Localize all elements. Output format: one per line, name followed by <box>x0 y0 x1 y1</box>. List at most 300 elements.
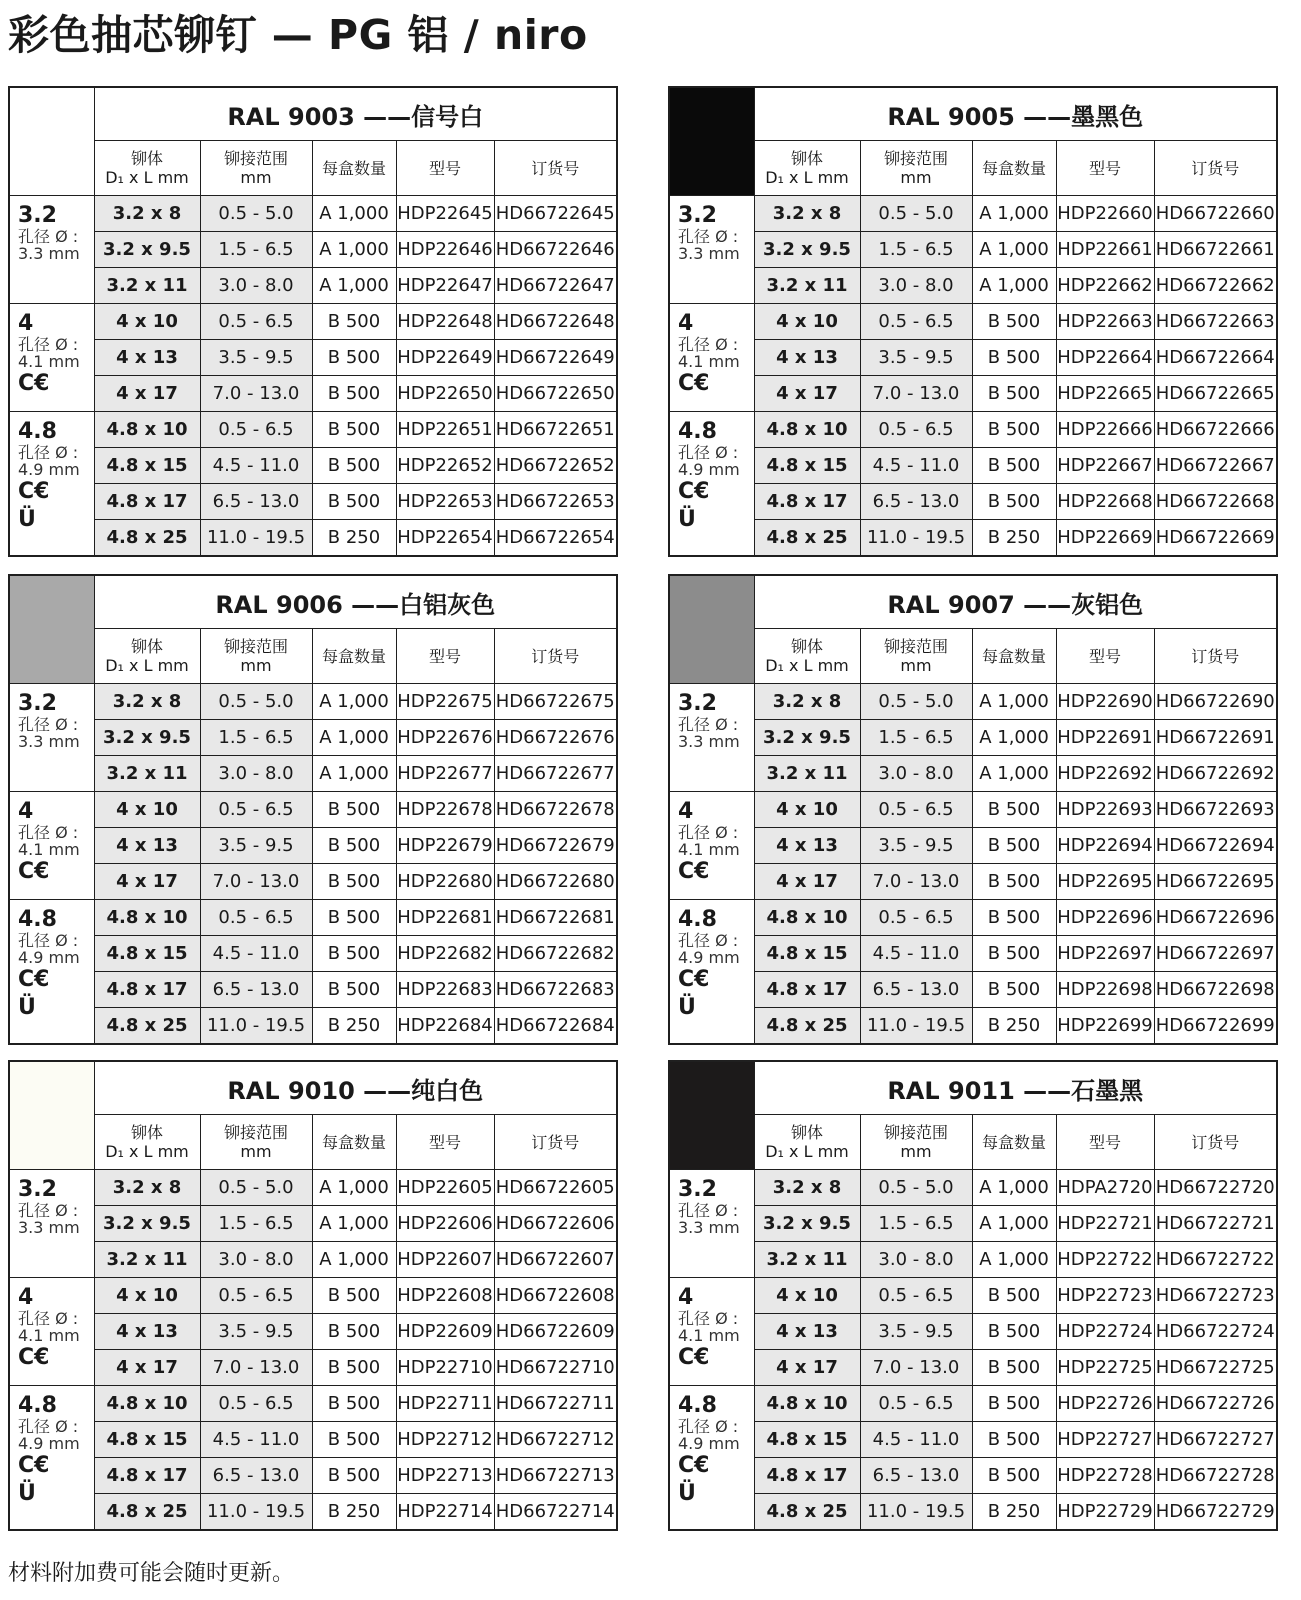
header-body <box>94 141 200 196</box>
cell-qty: B 500 <box>312 900 396 936</box>
cell-type: HDP22649 <box>396 340 494 376</box>
cell-range: 11.0 - 19.5 <box>200 520 312 557</box>
cell-order: HD66722669 <box>1154 520 1277 557</box>
diameter-label: 3.2 <box>678 203 717 228</box>
cell-qty: A 1,000 <box>972 1242 1056 1278</box>
cell-range: 0.5 - 6.5 <box>200 792 312 828</box>
cell-order: HD66722661 <box>1154 232 1277 268</box>
cell-order: HD66722693 <box>1154 792 1277 828</box>
diameter-label: 4.8 <box>678 419 717 444</box>
certification-mark: Ü <box>18 507 36 532</box>
cell-size: 4.8 x 15 <box>94 448 200 484</box>
cell-qty: A 1,000 <box>312 684 396 720</box>
cell-range: 0.5 - 6.5 <box>860 412 972 448</box>
cell-type: HDP22690 <box>1056 684 1154 720</box>
header-line: D₁ x L mm <box>105 168 189 187</box>
cell-size: 4 x 13 <box>754 340 860 376</box>
rivet-table <box>668 574 1278 1045</box>
certification-mark: Ü <box>678 995 696 1020</box>
cell-qty: B 500 <box>972 828 1056 864</box>
header-order: 订货号 <box>1154 629 1277 684</box>
cell-order: HD66722710 <box>494 1350 617 1386</box>
cell-range: 3.0 - 8.0 <box>860 1242 972 1278</box>
cell-order: HD66722649 <box>494 340 617 376</box>
cell-range: 0.5 - 6.5 <box>200 1386 312 1422</box>
header-line: mm <box>240 168 272 187</box>
cell-type: HDP22725 <box>1056 1350 1154 1386</box>
cell-qty: B 250 <box>972 1008 1056 1045</box>
cell-type: HDP22668 <box>1056 484 1154 520</box>
header-line: 铆接范围 <box>223 149 288 168</box>
table-row <box>669 1458 1277 1494</box>
cell-range: 11.0 - 19.5 <box>860 1494 972 1531</box>
diameter-label: 4 <box>678 799 694 824</box>
table-row <box>9 972 617 1008</box>
cell-size: 4 x 17 <box>754 376 860 412</box>
column-header-row <box>9 629 617 684</box>
cell-range: 0.5 - 6.5 <box>860 792 972 828</box>
cell-qty: B 500 <box>312 412 396 448</box>
hole-diameter: 孔径 Ø : <box>678 823 739 842</box>
cell-range: 0.5 - 6.5 <box>200 412 312 448</box>
cell-range: 3.0 - 8.0 <box>200 268 312 304</box>
table-row <box>9 304 617 340</box>
cell-qty: A 1,000 <box>312 1206 396 1242</box>
cell-type: HDP22679 <box>396 828 494 864</box>
table-row <box>9 448 617 484</box>
diameter-label: 4 <box>678 311 694 336</box>
cell-order: HD66722698 <box>1154 972 1277 1008</box>
header-type: 型号 <box>1056 1115 1154 1170</box>
cell-range: 11.0 - 19.5 <box>200 1008 312 1045</box>
cell-qty: B 500 <box>312 1278 396 1314</box>
cell-type: HDP22724 <box>1056 1314 1154 1350</box>
cell-order: HD66722724 <box>1154 1314 1277 1350</box>
header-range <box>200 141 312 196</box>
certification-mark: C€ <box>18 479 50 504</box>
cell-size: 3.2 x 9.5 <box>94 232 200 268</box>
cell-qty: A 1,000 <box>972 196 1056 232</box>
diameter-label: 4.8 <box>18 1393 57 1418</box>
cell-type: HDP22646 <box>396 232 494 268</box>
table-row <box>669 412 1277 448</box>
cell-type: HDP22606 <box>396 1206 494 1242</box>
cell-order: HD66722648 <box>494 304 617 340</box>
cell-qty: A 1,000 <box>972 1206 1056 1242</box>
panel-title-row <box>9 1061 617 1115</box>
cell-qty: A 1,000 <box>972 720 1056 756</box>
certification-mark: C€ <box>18 967 50 992</box>
cell-type: HDP22678 <box>396 792 494 828</box>
cell-range: 4.5 - 11.0 <box>200 936 312 972</box>
cell-range: 1.5 - 6.5 <box>860 1206 972 1242</box>
diameter-label: 3.2 <box>18 691 57 716</box>
cell-type: HDP22645 <box>396 196 494 232</box>
cell-size: 4 x 10 <box>94 304 200 340</box>
header-range <box>860 1115 972 1170</box>
cell-qty: B 500 <box>972 1386 1056 1422</box>
cell-range: 0.5 - 6.5 <box>860 900 972 936</box>
cell-range: 4.5 - 11.0 <box>860 1422 972 1458</box>
cell-range: 1.5 - 6.5 <box>860 720 972 756</box>
cell-range: 4.5 - 11.0 <box>860 448 972 484</box>
cell-size: 3.2 x 8 <box>754 684 860 720</box>
diameter-group <box>9 1278 94 1386</box>
cell-type: HDP22721 <box>1056 1206 1154 1242</box>
diameter-group <box>669 792 754 900</box>
cell-type: HDP22699 <box>1056 1008 1154 1045</box>
cell-type: HDP22677 <box>396 756 494 792</box>
hole-diameter: 孔径 Ø : <box>678 1201 739 1220</box>
table-row <box>9 720 617 756</box>
color-swatch <box>669 1061 754 1170</box>
cell-type: HDP22661 <box>1056 232 1154 268</box>
cell-order: HD66722664 <box>1154 340 1277 376</box>
header-body <box>754 1115 860 1170</box>
cell-size: 4 x 13 <box>94 1314 200 1350</box>
cell-range: 4.5 - 11.0 <box>200 1422 312 1458</box>
rivet-table <box>8 86 618 557</box>
rivet-panel <box>668 86 1276 548</box>
hole-diameter: 孔径 Ø : <box>678 443 739 462</box>
cell-type: HDP22723 <box>1056 1278 1154 1314</box>
table-row <box>669 864 1277 900</box>
color-swatch <box>9 87 94 196</box>
header-range <box>860 141 972 196</box>
cell-size: 4.8 x 17 <box>94 484 200 520</box>
cell-order: HD66722692 <box>1154 756 1277 792</box>
cell-qty: B 500 <box>972 412 1056 448</box>
cell-order: HD66722653 <box>494 484 617 520</box>
table-row <box>9 484 617 520</box>
cell-type: HDP22693 <box>1056 792 1154 828</box>
cell-qty: B 500 <box>972 972 1056 1008</box>
hole-diameter: 4.9 mm <box>18 948 80 967</box>
cell-size: 3.2 x 9.5 <box>94 1206 200 1242</box>
header-line: mm <box>240 1142 272 1161</box>
certification-mark: C€ <box>18 859 50 884</box>
header-body <box>94 629 200 684</box>
cell-size: 4.8 x 15 <box>94 936 200 972</box>
hole-diameter: 4.1 mm <box>18 1326 80 1345</box>
cell-range: 7.0 - 13.0 <box>860 376 972 412</box>
cell-type: HDPA2720 <box>1056 1170 1154 1206</box>
cell-type: HDP22608 <box>396 1278 494 1314</box>
cell-size: 4.8 x 25 <box>94 520 200 557</box>
hole-diameter: 孔径 Ø : <box>18 1309 79 1328</box>
cell-type: HDP22654 <box>396 520 494 557</box>
cell-size: 4.8 x 15 <box>754 448 860 484</box>
cell-type: HDP22711 <box>396 1386 494 1422</box>
cell-range: 0.5 - 6.5 <box>200 900 312 936</box>
cell-range: 6.5 - 13.0 <box>860 1458 972 1494</box>
cell-order: HD66722683 <box>494 972 617 1008</box>
header-line: D₁ x L mm <box>765 1142 849 1161</box>
cell-range: 6.5 - 13.0 <box>200 972 312 1008</box>
diameter-group <box>9 1170 94 1278</box>
header-range <box>200 1115 312 1170</box>
cell-range: 11.0 - 19.5 <box>860 1008 972 1045</box>
cell-size: 4 x 10 <box>754 792 860 828</box>
column-header-row <box>669 1115 1277 1170</box>
cell-order: HD66722663 <box>1154 304 1277 340</box>
cell-size: 3.2 x 11 <box>754 756 860 792</box>
cell-size: 4.8 x 17 <box>94 1458 200 1494</box>
cell-order: HD66722694 <box>1154 828 1277 864</box>
header-qty: 每盒数量 <box>312 141 396 196</box>
table-row <box>669 756 1277 792</box>
cell-range: 1.5 - 6.5 <box>200 1206 312 1242</box>
cell-size: 4.8 x 10 <box>754 1386 860 1422</box>
cell-range: 3.0 - 8.0 <box>860 268 972 304</box>
diameter-group <box>669 900 754 1045</box>
cell-qty: A 1,000 <box>972 268 1056 304</box>
hole-diameter: 3.3 mm <box>18 244 80 263</box>
table-row <box>9 1350 617 1386</box>
cell-type: HDP22713 <box>396 1458 494 1494</box>
rivet-panel <box>8 1060 616 1522</box>
cell-size: 3.2 x 9.5 <box>754 720 860 756</box>
cell-size: 4 x 17 <box>754 1350 860 1386</box>
diameter-label: 4.8 <box>678 907 717 932</box>
cell-qty: B 500 <box>972 448 1056 484</box>
table-row <box>9 1170 617 1206</box>
column-header-row <box>669 141 1277 196</box>
header-qty: 每盒数量 <box>972 629 1056 684</box>
cell-order: HD66722645 <box>494 196 617 232</box>
cell-size: 4.8 x 15 <box>754 1422 860 1458</box>
cell-qty: B 500 <box>972 864 1056 900</box>
cell-range: 6.5 - 13.0 <box>200 1458 312 1494</box>
cell-type: HDP22680 <box>396 864 494 900</box>
table-row <box>9 520 617 557</box>
diameter-label: 4 <box>678 1285 694 1310</box>
cell-qty: B 250 <box>972 520 1056 557</box>
cell-order: HD66722666 <box>1154 412 1277 448</box>
hole-diameter: 孔径 Ø : <box>18 443 79 462</box>
panel-title-row <box>9 87 617 141</box>
hole-diameter: 4.9 mm <box>678 1434 740 1453</box>
cell-type: HDP22667 <box>1056 448 1154 484</box>
hole-diameter: 孔径 Ø : <box>18 335 79 354</box>
cell-order: HD66722722 <box>1154 1242 1277 1278</box>
diameter-group <box>9 684 94 792</box>
table-row <box>9 936 617 972</box>
cell-type: HDP22669 <box>1056 520 1154 557</box>
cell-type: HDP22609 <box>396 1314 494 1350</box>
table-row <box>9 1314 617 1350</box>
cell-order: HD66722680 <box>494 864 617 900</box>
cell-order: HD66722667 <box>1154 448 1277 484</box>
header-line: 铆体 <box>790 1123 823 1142</box>
hole-diameter: 孔径 Ø : <box>18 931 79 950</box>
cell-qty: A 1,000 <box>312 196 396 232</box>
header-range <box>860 629 972 684</box>
rivet-table <box>668 86 1278 557</box>
table-row <box>669 484 1277 520</box>
diameter-group <box>669 196 754 304</box>
hole-diameter: 3.3 mm <box>678 244 740 263</box>
header-line: mm <box>900 168 932 187</box>
rivet-table <box>8 574 618 1045</box>
table-row <box>9 828 617 864</box>
cell-size: 4.8 x 17 <box>754 1458 860 1494</box>
column-header-row <box>9 141 617 196</box>
header-line: 铆体 <box>130 149 163 168</box>
cell-size: 4.8 x 25 <box>754 1008 860 1045</box>
header-line: mm <box>900 656 932 675</box>
cell-qty: B 500 <box>972 340 1056 376</box>
cell-qty: A 1,000 <box>312 1170 396 1206</box>
color-swatch <box>9 575 94 684</box>
table-row <box>669 1494 1277 1531</box>
cell-order: HD66722605 <box>494 1170 617 1206</box>
header-body <box>94 1115 200 1170</box>
cell-type: HDP22692 <box>1056 756 1154 792</box>
cell-qty: B 500 <box>972 484 1056 520</box>
hole-diameter: 4.1 mm <box>678 840 740 859</box>
cell-range: 6.5 - 13.0 <box>860 972 972 1008</box>
cell-order: HD66722697 <box>1154 936 1277 972</box>
table-row <box>669 792 1277 828</box>
cell-range: 3.0 - 8.0 <box>860 756 972 792</box>
panel-title: RAL 9005 ——墨黑色 <box>754 87 1277 141</box>
cell-order: HD66722727 <box>1154 1422 1277 1458</box>
cell-qty: A 1,000 <box>312 756 396 792</box>
table-row <box>669 1008 1277 1045</box>
cell-qty: B 500 <box>972 900 1056 936</box>
cell-order: HD66722711 <box>494 1386 617 1422</box>
header-line: 铆接范围 <box>883 637 948 656</box>
table-row <box>669 684 1277 720</box>
cell-size: 4.8 x 10 <box>94 900 200 936</box>
header-line: mm <box>900 1142 932 1161</box>
cell-qty: A 1,000 <box>312 720 396 756</box>
cell-size: 4 x 13 <box>94 340 200 376</box>
table-row <box>669 376 1277 412</box>
cell-qty: B 500 <box>972 1350 1056 1386</box>
cell-size: 3.2 x 11 <box>94 268 200 304</box>
hole-diameter: 4.1 mm <box>18 840 80 859</box>
diameter-label: 3.2 <box>18 203 57 228</box>
cell-qty: B 500 <box>312 936 396 972</box>
cell-size: 3.2 x 11 <box>754 1242 860 1278</box>
table-row <box>9 1422 617 1458</box>
cell-order: HD66722675 <box>494 684 617 720</box>
cell-range: 0.5 - 6.5 <box>200 1278 312 1314</box>
table-row <box>669 304 1277 340</box>
cell-range: 3.5 - 9.5 <box>860 1314 972 1350</box>
certification-mark: C€ <box>18 1453 50 1478</box>
color-swatch <box>9 1061 94 1170</box>
cell-type: HDP22647 <box>396 268 494 304</box>
header-qty: 每盒数量 <box>312 629 396 684</box>
cell-type: HDP22695 <box>1056 864 1154 900</box>
cell-type: HDP22650 <box>396 376 494 412</box>
cell-size: 3.2 x 11 <box>754 268 860 304</box>
cell-size: 4 x 17 <box>94 1350 200 1386</box>
cell-range: 7.0 - 13.0 <box>200 864 312 900</box>
cell-order: HD66722651 <box>494 412 617 448</box>
cell-size: 4.8 x 10 <box>754 412 860 448</box>
diameter-label: 4 <box>18 311 34 336</box>
cell-size: 4 x 17 <box>94 376 200 412</box>
hole-diameter: 孔径 Ø : <box>678 227 739 246</box>
cell-type: HDP22683 <box>396 972 494 1008</box>
header-qty: 每盒数量 <box>312 1115 396 1170</box>
certification-mark: Ü <box>18 1481 36 1506</box>
cell-range: 1.5 - 6.5 <box>200 232 312 268</box>
cell-range: 0.5 - 6.5 <box>860 1278 972 1314</box>
table-row <box>9 792 617 828</box>
cell-order: HD66722725 <box>1154 1350 1277 1386</box>
hole-diameter: 4.1 mm <box>678 352 740 371</box>
table-row <box>9 196 617 232</box>
cell-qty: B 500 <box>312 864 396 900</box>
cell-type: HDP22722 <box>1056 1242 1154 1278</box>
header-line: 铆接范围 <box>223 1123 288 1142</box>
cell-type: HDP22682 <box>396 936 494 972</box>
header-line: mm <box>240 656 272 675</box>
certification-mark: Ü <box>678 507 696 532</box>
cell-type: HDP22714 <box>396 1494 494 1531</box>
cell-range: 3.5 - 9.5 <box>200 1314 312 1350</box>
cell-range: 7.0 - 13.0 <box>860 864 972 900</box>
hole-diameter: 孔径 Ø : <box>18 715 79 734</box>
cell-type: HDP22728 <box>1056 1458 1154 1494</box>
panel-title: RAL 9003 ——信号白 <box>94 87 617 141</box>
table-row <box>9 1494 617 1531</box>
table-row <box>9 900 617 936</box>
cell-type: HDP22712 <box>396 1422 494 1458</box>
cell-range: 3.5 - 9.5 <box>200 340 312 376</box>
cell-qty: B 500 <box>312 376 396 412</box>
hole-diameter: 4.1 mm <box>18 352 80 371</box>
table-row <box>9 1206 617 1242</box>
table-row <box>669 1314 1277 1350</box>
cell-range: 11.0 - 19.5 <box>200 1494 312 1531</box>
cell-range: 0.5 - 5.0 <box>860 684 972 720</box>
cell-qty: B 500 <box>312 1458 396 1494</box>
cell-order: HD66722682 <box>494 936 617 972</box>
cell-size: 4 x 10 <box>754 304 860 340</box>
diameter-group <box>9 900 94 1045</box>
footnote: 材料附加费可能会随时更新。 <box>8 1561 295 1586</box>
cell-type: HDP22607 <box>396 1242 494 1278</box>
certification-mark: C€ <box>678 967 710 992</box>
panel-title-row <box>669 575 1277 629</box>
cell-size: 4 x 10 <box>94 1278 200 1314</box>
diameter-group <box>669 304 754 412</box>
hole-diameter: 孔径 Ø : <box>678 1417 739 1436</box>
header-order: 订货号 <box>494 629 617 684</box>
cell-order: HD66722695 <box>1154 864 1277 900</box>
cell-type: HDP22648 <box>396 304 494 340</box>
cell-qty: B 250 <box>972 1494 1056 1531</box>
cell-order: HD66722660 <box>1154 196 1277 232</box>
cell-qty: A 1,000 <box>312 232 396 268</box>
cell-type: HDP22664 <box>1056 340 1154 376</box>
cell-order: HD66722654 <box>494 520 617 557</box>
cell-qty: B 500 <box>312 484 396 520</box>
header-order: 订货号 <box>1154 141 1277 196</box>
hole-diameter: 孔径 Ø : <box>18 1417 79 1436</box>
cell-order: HD66722607 <box>494 1242 617 1278</box>
cell-order: HD66722690 <box>1154 684 1277 720</box>
table-row <box>669 232 1277 268</box>
cell-qty: B 500 <box>972 1314 1056 1350</box>
table-row <box>9 756 617 792</box>
